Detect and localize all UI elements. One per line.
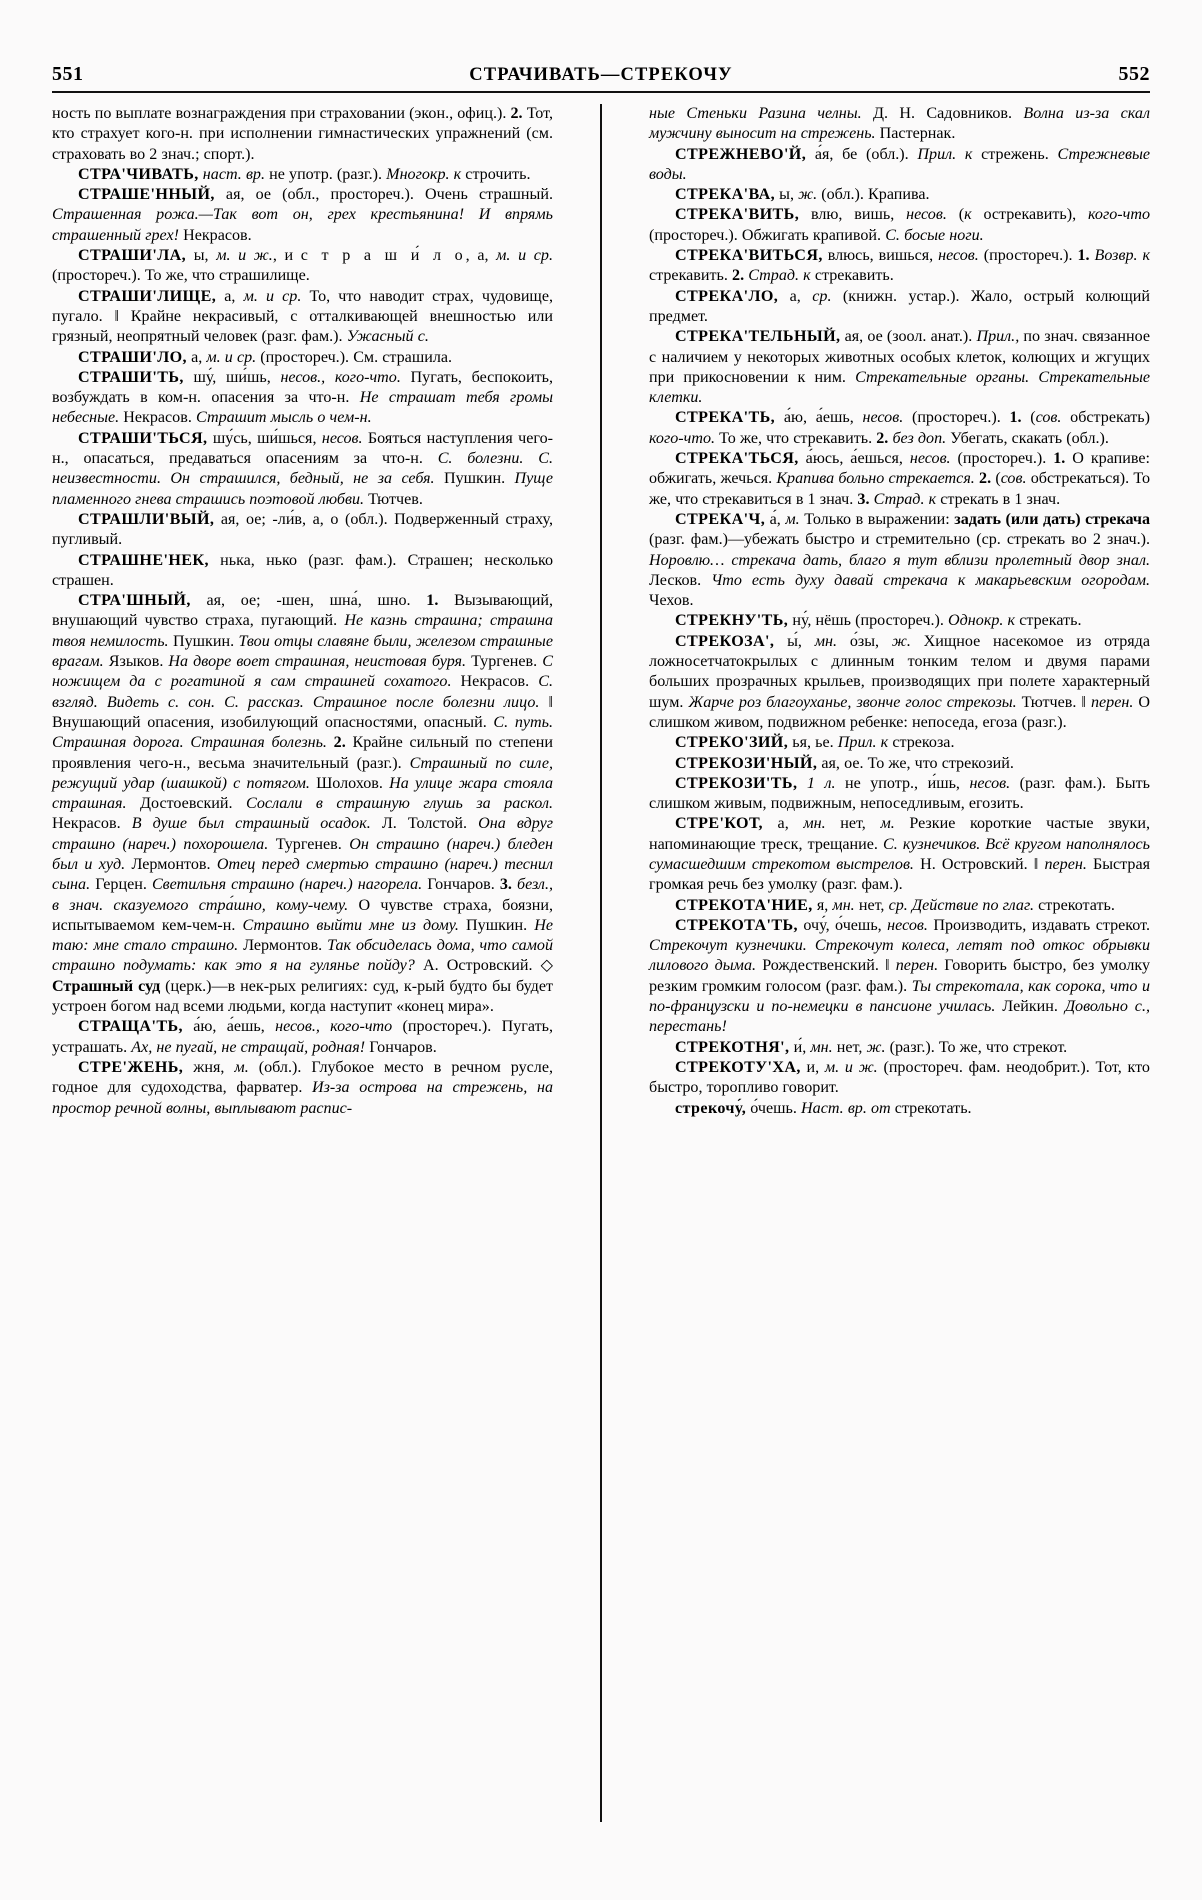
entry-text: А. Островский.	[414, 957, 541, 975]
italic-text: Отец перед смертью страшно (нареч.) теснил сына.	[52, 855, 553, 894]
italic-text: Страд. к	[748, 267, 811, 285]
entry-text: , и	[272, 247, 301, 265]
italic-text: безл., в знач. сказуемого стра́шно, кому-чему.	[52, 876, 553, 914]
italic-text: сов.	[1035, 409, 1062, 427]
entry-text: , а,	[465, 247, 497, 265]
entry-text: Некрасов.	[451, 673, 539, 691]
entry-text: шу́сь, ши́шься,	[207, 429, 322, 447]
entry-text: (церк.)—в нек-рых религиях: суд, к-рый будто бы будет устроен богом над всеми людьми, когда наступит «конец мира».	[52, 977, 553, 1016]
italic-text: Не казнь страшна; страшна твоя немилость.	[52, 612, 553, 650]
entry-text: нька, нько (разг. фам.). Страшен; несколько страшен.	[52, 551, 553, 589]
entry-text: (обл.). Крапива.	[817, 186, 930, 204]
italic-text: перен.	[1044, 855, 1087, 873]
italic-text: Ужасный с.	[346, 328, 429, 346]
sense-number: 2.	[732, 267, 749, 285]
italic-text: Она вдруг страшно (нареч.) похорошела.	[52, 815, 553, 853]
running-head	[52, 46, 1150, 84]
entry-text: не употр. (разг.).	[265, 165, 387, 183]
entry-text: ы́,	[774, 632, 815, 650]
entry-text: о́чешь.	[746, 1099, 802, 1117]
folio-left: 551	[52, 63, 84, 85]
entry-text: а́ю, а́ешь,	[182, 1018, 276, 1036]
dictionary-entry	[649, 327, 1150, 408]
dictionary-entry	[649, 1058, 1150, 1099]
dictionary-entry	[649, 287, 1150, 328]
italic-text: Сослали в страшную глушь за раскол.	[246, 795, 553, 813]
entry-text: ы,	[775, 186, 799, 204]
italic-text: Наст. вр. от	[801, 1099, 891, 1117]
sense-number: 2.	[979, 470, 996, 488]
running-title: СТРАЧИВАТЬ—СТРЕКОЧУ	[469, 64, 733, 85]
headword: СТРЕКА'ТЬСЯ,	[675, 450, 799, 468]
dictionary-entry	[52, 429, 553, 510]
entry-text: Л. Толстой.	[370, 815, 479, 833]
headword: СТРЕ'ЖЕНЬ,	[78, 1058, 184, 1076]
italic-text: Волна из-за скал мужчину выносит на стрежень.	[649, 105, 1150, 143]
headword: СТРАШИ'ЛА,	[78, 247, 187, 265]
entry-text: Производить, издавать стрекот.	[927, 916, 1150, 934]
headword: СТРЕКОТА'НИЕ,	[675, 896, 813, 914]
italic-text: Прил. к	[837, 734, 889, 752]
entry-text: Только в выражении:	[799, 510, 955, 528]
entry-text: Рождественский. ‖	[756, 957, 896, 975]
page-content	[52, 46, 1150, 1836]
entry-text: Тютчев.	[364, 490, 423, 508]
dictionary-entry	[649, 185, 1150, 205]
column-divider	[600, 104, 602, 1822]
entry-text: Тютчев. ‖	[1016, 693, 1091, 711]
italic-text: ср.	[812, 287, 832, 305]
dictionary-entry	[649, 408, 1150, 449]
entry-text: ая, ое; -ли́в, а, о (обл.). Подверженный страху, пугливый.	[52, 510, 553, 549]
entry-text: строчить.	[461, 165, 531, 183]
italic-text: Твои отцы славяне были, железом страшные врагам.	[52, 632, 553, 671]
dictionary-entry	[649, 774, 1150, 815]
italic-text: С. босые ноги.	[885, 226, 984, 244]
sense-number: задать (или дать) стрекача	[954, 510, 1150, 528]
sense-number: 1.	[1053, 450, 1073, 468]
entry-text: ья, ье.	[788, 734, 838, 752]
headword: СТРЕ'КОТ,	[675, 815, 763, 833]
dictionary-entry	[52, 246, 553, 287]
header-rule	[52, 91, 1150, 93]
italic-text: без доп.	[892, 429, 947, 447]
dictionary-entry	[52, 1058, 553, 1119]
entry-text: (обл.). Глубокое место в речном русле, годное для судоходства, фарватер.	[52, 1058, 553, 1097]
entry-text: (	[1030, 409, 1036, 427]
entry-text: Некрасов.	[119, 409, 196, 427]
entry-text: Чехов.	[649, 592, 694, 610]
entry-text: стрекотать.	[1034, 896, 1115, 914]
diamond-icon: ◇	[540, 957, 553, 975]
dictionary-entry	[649, 246, 1150, 287]
entry-text: а́я, бе (обл.).	[806, 145, 918, 163]
column-gutter	[553, 104, 649, 1822]
italic-text: Стрекательные органы. Стрекательные клетки.	[649, 368, 1151, 407]
entry-text: (простореч. фам. неодобрит.). Тот, кто быстро, торопливо говорит.	[649, 1058, 1150, 1097]
italic-text: Ты стрекотала, как сорока, что и по-французски и по-немецки в пансионе училась.	[649, 977, 1150, 1016]
entry-text: влю, вишь,	[799, 206, 907, 224]
headword: СТРЕЖНЕВО'Й,	[675, 145, 807, 163]
dictionary-entry	[649, 205, 1150, 246]
italic-text: Он страшно (нареч.) бледен был и худ.	[52, 835, 553, 873]
entry-text: а,	[216, 287, 244, 305]
entry-text: (разг. фам.)—убежать быстро и стремительно (ср. стрекать во 2 знач.).	[649, 531, 1150, 549]
dictionary-entry	[649, 611, 1150, 631]
entry-text: Д. Н. Садовников.	[861, 105, 1024, 122]
dictionary-entry	[52, 591, 553, 1017]
entry-text: острекавить),	[971, 206, 1088, 224]
italic-text: мн.	[803, 815, 826, 833]
entry-text: жня,	[183, 1058, 235, 1076]
dictionary-entry	[52, 368, 553, 429]
sense-number: 1.	[1077, 247, 1095, 265]
italic-text: ные Стеньки Разина челны.	[649, 105, 862, 122]
italic-text: Так обсиделась дома, что самой страшно подумать: как это я на гулянье пойду?	[52, 937, 553, 975]
entry-text: Шолохов.	[309, 774, 390, 792]
italic-text: Не страшат тебя громы небесные.	[52, 389, 553, 427]
entry-text: О чувстве страха, боязни, испытываемом кем-чем-н.	[52, 896, 554, 934]
headword: СТРЕКОТНЯ',	[675, 1038, 790, 1056]
entry-text: Говорить быстро, без умолку резким громким голосом (разг. фам.).	[649, 957, 1150, 995]
entry-text: Некрасов.	[52, 815, 132, 833]
italic-text: м.	[785, 510, 800, 528]
headword: СТРЕКА'ВИТЬСЯ,	[675, 247, 823, 265]
column-right	[649, 104, 1150, 1822]
dictionary-entry	[52, 551, 553, 592]
italic-text: Крапива больно стрекается.	[776, 470, 975, 488]
entry-text: Пугать, беспокоить, возбуждать в ком-н. опасения за что-н.	[52, 368, 553, 407]
headword: СТРЕКА'ВА,	[675, 186, 776, 204]
entry-text: Вызывающий, внушающий чувство страха, пугающий.	[52, 592, 553, 630]
italic-text: Ах, не пугай, не стращай, родная!	[131, 1038, 366, 1056]
italic-text: ж.	[798, 186, 818, 204]
headword: СТРЕКА'ТЕЛЬНЫЙ,	[675, 328, 841, 346]
italic-text: На дворе воет страшная, неистовая буря.	[168, 653, 467, 671]
entry-text: (простореч.).	[950, 450, 1054, 468]
entry-text: Хищное насекомое из отряда ложносетчатокрылых с длинным тонким телом и двумя парами больших прозрачных крыльев, производящих при полете характерный шум.	[649, 632, 1150, 711]
italic-text: м. и ж.	[216, 247, 273, 265]
entry-text: нет,	[825, 815, 881, 833]
headword: СТРЕКО'ЗИЙ,	[675, 734, 789, 752]
entry-text: (	[946, 206, 965, 224]
headword: СТРЕКА'ЛО,	[675, 287, 779, 305]
entry-text: шу́, ши́шь,	[183, 368, 281, 386]
italic-text: В душе был страшный осадок.	[131, 815, 371, 833]
entry-text: ая, ое (зоол. анат.).	[840, 328, 977, 346]
entry-text: (	[995, 470, 1001, 488]
italic-text: Страд. к	[873, 490, 937, 508]
italic-text: кого-что	[1088, 206, 1150, 224]
entry-text: Тургенев.	[466, 653, 543, 671]
italic-text: перен.	[895, 957, 939, 975]
italic-text: Многокр. к	[386, 165, 462, 183]
entry-text: Пушкин.	[434, 470, 515, 488]
italic-text: Страшит мысль о чем-н.	[195, 409, 372, 427]
italic-text: Стрежневые воды.	[649, 145, 1150, 183]
entry-text: Гончаров.	[365, 1038, 437, 1056]
entry-text: Пушкин.	[458, 916, 535, 934]
headword: СТРАШИ'ЛО,	[78, 348, 187, 366]
italic-text: 1 л.	[797, 774, 836, 792]
italic-text: мн.	[810, 1038, 833, 1056]
italic-text: несов., кого-что	[275, 1018, 393, 1036]
italic-text: м.	[234, 1058, 249, 1076]
entry-text: ну́, нёшь (простореч.).	[788, 612, 949, 630]
headword: СТРЕКОЗА',	[675, 632, 775, 650]
entry-text: я,	[812, 896, 833, 914]
italic-text: мн.	[832, 896, 855, 914]
entry-text: не употр., и́шь,	[835, 774, 970, 792]
dictionary-entry	[52, 348, 553, 368]
headword: СТРАШИ'ТЬ,	[78, 368, 184, 386]
spaced-variant: с т р а ш и́ л о	[300, 247, 466, 265]
entry-text: (разг.). То же, что стрекот.	[885, 1038, 1068, 1056]
dictionary-entry	[649, 916, 1150, 1038]
headword: СТРЕКОЗИ'ТЬ,	[675, 774, 798, 792]
dictionary-entry	[649, 1038, 1150, 1058]
italic-text: С. путь. Страшная дорога. Страшная болезнь.	[52, 713, 553, 752]
entry-text: и,	[800, 1058, 825, 1076]
entry-continuation	[649, 104, 1150, 145]
dictionary-entry	[649, 754, 1150, 774]
dictionary-entry	[649, 510, 1150, 611]
italic-text: несов.	[887, 916, 928, 934]
dictionary-entry	[52, 185, 553, 246]
italic-text: Пуще пламенного гнева страшись поэтовой любви.	[52, 470, 553, 508]
italic-text: кого-что.	[649, 429, 716, 447]
entry-continuation	[52, 104, 553, 165]
italic-text: несов.	[862, 409, 904, 427]
entry-text: Лейкин.	[995, 998, 1065, 1016]
dictionary-entry	[649, 1099, 1150, 1119]
entry-text: (простореч.).	[903, 409, 1010, 427]
italic-text: м. и ср.	[206, 348, 257, 366]
entry-text: стрежень.	[972, 145, 1058, 163]
italic-text: сов.	[1000, 470, 1027, 488]
entry-text: (простореч.). Обжигать крапивой.	[649, 226, 886, 244]
italic-text: ж.	[891, 632, 911, 650]
entry-text: по знач. связанное с наличием у некоторых животных особых клеток, колющих и жгущих при прикосновении к ним.	[649, 328, 1150, 386]
sense-number: 2.	[876, 429, 893, 447]
italic-text: мн.	[814, 632, 838, 650]
entry-text: О слишком живом, подвижном ребенке: непоседа, егоза (разг.).	[649, 693, 1151, 731]
entry-text: Пушкин.	[168, 632, 239, 650]
dictionary-entry	[52, 510, 553, 551]
entry-text: нет,	[854, 896, 889, 914]
italic-text: Однокр. к	[948, 612, 1016, 630]
italic-text: Жарче роз благоуханье, звонче голос стрекозы.	[688, 693, 1017, 711]
entry-text: Н. Островский. ‖	[913, 855, 1045, 873]
dictionary-entry	[649, 733, 1150, 753]
sense-number: Страшный суд	[52, 977, 161, 995]
italic-text: С. взгляд. Видеть с. сон. С. рассказ. Страшное после болезни лицо.	[52, 673, 553, 711]
sense-number: 3.	[499, 876, 518, 894]
sense-number: 3.	[857, 490, 874, 508]
italic-text: Стрекочут кузнечики. Стрекочут колеса, летят под откос обрывки лилового дыма.	[649, 937, 1150, 975]
headword: СТРЕКОТУ'ХА,	[675, 1058, 801, 1076]
italic-text: несов.	[321, 429, 363, 447]
dictionary-entry	[52, 287, 553, 348]
entry-text: Гончаров.	[422, 876, 500, 894]
entry-text: (простореч.). Пугать, устрашать.	[52, 1018, 553, 1056]
entry-text: стрекавить.	[810, 267, 894, 285]
italic-text: Прил.,	[976, 328, 1020, 346]
headword: СТРЕКНУ'ТЬ,	[675, 612, 789, 630]
entry-text: То, что наводит страх, чудовище, пугало. ‖ Крайне некрасивый, с отталкивающей внешностью или грязный, неопрятный человек (разг. фам.).	[52, 287, 553, 346]
headword: СТРЕКА'Ч,	[675, 510, 766, 528]
entry-text: Тургенев.	[268, 835, 350, 853]
italic-text: Страшенная рожа.—Так вот он, грех крестьянина! И впрямь страшенный грех!	[52, 206, 553, 244]
headword: СТРАШЕ'ННЫЙ,	[78, 186, 215, 204]
headword: СТРАЩА'ТЬ,	[78, 1018, 183, 1036]
entry-text: о́зы,	[837, 632, 892, 650]
headword-lowercase: стрекочу́,	[675, 1099, 747, 1117]
entry-text: Крайне сильный по степени проявления чего-н., весьма значительный (разг.).	[52, 734, 554, 772]
entry-text: (разг. фам.). Быть слишком живым, подвижным, непоседливым, егозить.	[649, 774, 1150, 813]
entry-text: ность по выплате вознаграждения при страховании (экон., офиц.).	[52, 105, 511, 122]
entry-text: Бояться наступления чего-н., опасаться, предаваться опасениям за что-н.	[52, 429, 554, 468]
entry-text: а́юсь, а́ешься,	[798, 450, 910, 468]
headword: СТРА'ШНЫЙ,	[78, 592, 191, 610]
entry-text: Убегать, скакать (обл.).	[946, 429, 1109, 447]
italic-text: наст. вр.	[198, 165, 266, 183]
headword: СТРЕКОТА'ТЬ,	[675, 916, 798, 934]
entry-text: а́ю, а́ешь,	[775, 409, 863, 427]
entry-text: стрекавить.	[649, 267, 733, 285]
italic-text: Что есть духу давай стрекача к макарьевским огородам.	[711, 571, 1150, 589]
entry-text: а́,	[765, 510, 786, 528]
entry-text: Пастернак.	[875, 125, 956, 143]
dictionary-entry	[52, 165, 553, 185]
entry-text: (простореч.). То же, что страшилище.	[52, 267, 310, 285]
headword: СТРАШИ'ЛИЩЕ,	[78, 287, 217, 305]
column-left	[52, 104, 553, 1822]
entry-text: ы,	[186, 247, 217, 265]
sense-number: 2.	[333, 734, 353, 752]
headword: СТРЕКОЗИ'НЫЙ,	[675, 754, 818, 772]
entry-text: (книжн. устар.). Жало, острый колющий предмет.	[649, 287, 1150, 325]
entry-text: Герцен.	[90, 876, 152, 894]
headword: СТРАШИ'ТЬСЯ,	[78, 429, 208, 447]
italic-text: Довольно с., перестань!	[649, 998, 1150, 1036]
italic-text: несов., кого-что.	[280, 368, 401, 386]
entry-text: (простореч.). См. страшила.	[256, 348, 453, 366]
italic-text: м. и ср.	[496, 247, 553, 265]
italic-text: несов.	[906, 206, 947, 224]
entry-text: стрекать в 1 знач.	[936, 490, 1061, 508]
italic-text: ж.	[866, 1038, 886, 1056]
dictionary-entry	[649, 814, 1150, 895]
italic-text: Возвр. к	[1094, 247, 1150, 265]
entry-text: Тот, кто страхует кого-н. при исполнении гимнастических упражнений (см. страховать во 2 знач.; спорт.).	[52, 105, 553, 163]
dictionary-entry	[649, 145, 1150, 186]
italic-text: Прил. к	[917, 145, 973, 163]
entry-text: нет,	[832, 1038, 867, 1056]
entry-text: (простореч.).	[978, 247, 1078, 265]
entry-text: ая, ое; -шен, шна́, шно.	[190, 592, 427, 610]
entry-text: обстрекать)	[1061, 409, 1150, 427]
entry-text: а,	[186, 348, 207, 366]
entry-text: стрекотать.	[890, 1099, 972, 1117]
italic-text: Страшно выйти мне из дому.	[242, 916, 459, 934]
entry-text: Лермонтов.	[125, 855, 217, 873]
headword: СТРАШЛИ'ВЫЙ,	[78, 510, 215, 528]
entry-text: стрекать.	[1015, 612, 1082, 630]
italic-text: С. болезни. С. неизвестности. Он страшился, бедный, не за себя.	[52, 450, 553, 488]
entry-text: ‖ Внушающий опасения, изобилующий опасностями, опасный.	[52, 693, 553, 731]
italic-text: м. и ж.	[824, 1058, 878, 1076]
italic-text: Не таю: мне стало страшно.	[52, 916, 553, 955]
headword: СТРАШНЕ'НЕК,	[78, 551, 209, 569]
dictionary-entry	[649, 896, 1150, 916]
dictionary-entry	[52, 1017, 553, 1058]
sense-number: 1.	[1009, 409, 1031, 427]
entry-text: Некрасов.	[178, 226, 252, 244]
entry-text: обстрекаться). То же, что стрекавиться в 1 знач.	[649, 470, 1150, 508]
entry-text: ая, ое (обл., простореч.). Очень страшный.	[214, 186, 553, 204]
italic-text: С. кузнечиков. Всё кругом наполнялось сумасшедшим стрекотом выстрелов.	[649, 835, 1151, 873]
entry-text: Быстрая громкая речь без умолку (разг. фам.).	[649, 855, 1150, 894]
dictionary-entry	[649, 632, 1150, 733]
italic-text: Норовлю… стрекача дать, благо я тут вблизи пролетный двор знал.	[649, 551, 1150, 569]
headword: СТРЕКА'ТЬ,	[675, 409, 776, 427]
headword: СТРА'ЧИВАТЬ,	[78, 165, 199, 183]
italic-text: м. и ср.	[243, 287, 302, 305]
entry-text: и́,	[789, 1038, 811, 1056]
italic-text: к	[964, 206, 972, 224]
italic-text: несов.	[938, 247, 979, 265]
entry-text: влюсь, вишься,	[822, 247, 939, 265]
entry-text: О крапиве: обжигать, жечься.	[649, 450, 1150, 488]
entry-text: Резкие короткие частые звуки, напоминающие треск, трещание.	[649, 815, 1150, 853]
entry-text: стрекоза.	[888, 734, 955, 752]
italic-text: перен.	[1090, 693, 1134, 711]
folio-right: 552	[1118, 63, 1150, 85]
headword: СТРЕКА'ВИТЬ,	[675, 206, 800, 224]
entry-text: ая, ое. То же, что стрекозий.	[817, 754, 1014, 772]
italic-text: Светильня страшно (нареч.) нагорела.	[151, 876, 423, 894]
entry-text: Языков.	[103, 653, 169, 671]
sense-number: 2.	[510, 105, 527, 122]
sense-number: 1.	[426, 592, 455, 610]
italic-text: м.	[880, 815, 895, 833]
text-columns	[52, 104, 1150, 1822]
italic-text: Из-за острова на стрежень, на простор речной волны, выплывают распис-	[52, 1079, 553, 1117]
italic-text: несов.	[969, 774, 1011, 792]
entry-text	[327, 734, 334, 751]
entry-text: очу́, о́чешь,	[797, 916, 888, 934]
entry-text: а,	[762, 815, 804, 833]
italic-text: ср. Действие по глаг.	[888, 896, 1035, 914]
entry-text: Достоевский.	[126, 795, 247, 813]
italic-text: На улице жара стояла страшная.	[52, 774, 553, 813]
entry-text: То же, что стрекавить.	[715, 429, 877, 447]
entry-text: Лермонтов.	[238, 937, 328, 955]
dictionary-entry	[649, 449, 1150, 510]
entry-text: Лесков.	[649, 571, 712, 589]
entry-text: а,	[778, 287, 813, 305]
italic-text: несов.	[909, 450, 951, 468]
italic-text: Страшный по силе, режущий удар (шашкой) с потягом.	[52, 754, 553, 792]
italic-text: С ножищем да с рогатиной я сам страшней сохатого.	[52, 653, 553, 691]
